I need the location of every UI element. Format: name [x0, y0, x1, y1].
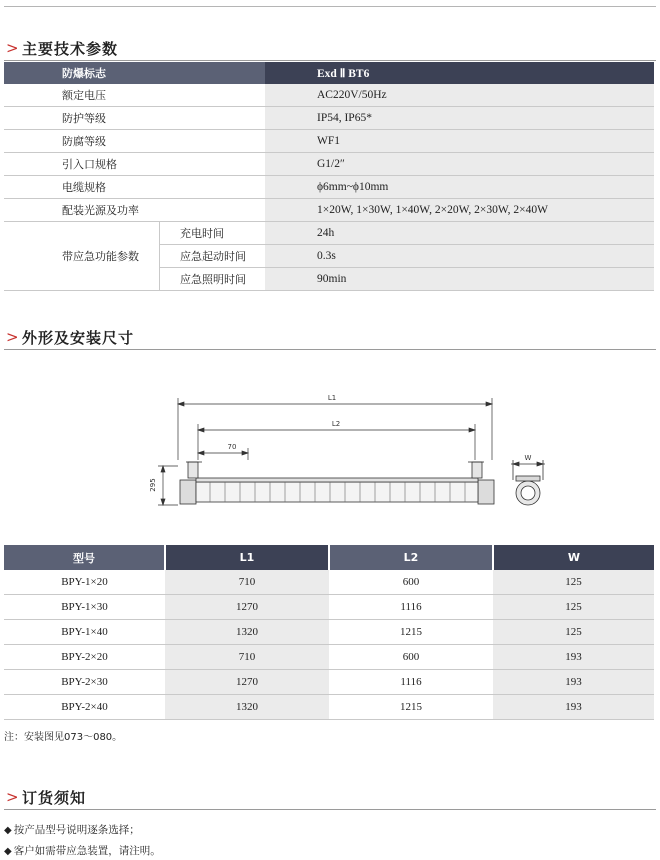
- cell-l2: 1116: [329, 595, 493, 620]
- fixture-body: [180, 462, 494, 504]
- explosion-mark-value: Exd Ⅱ BT6: [265, 62, 654, 84]
- params-header-row: [4, 62, 654, 84]
- params-section-header: [4, 38, 656, 61]
- cell-l2: 1116: [329, 670, 493, 695]
- cell-model: BPY-2×30: [4, 670, 165, 695]
- param-value: ϕ6mm~ϕ10mm: [265, 176, 654, 199]
- diamond-bullet-icon: ◆: [4, 846, 12, 857]
- label-295: 295: [149, 478, 157, 492]
- label-w: W: [524, 454, 532, 462]
- emergency-sub-label: 充电时间: [160, 222, 266, 245]
- cell-l1: 710: [165, 645, 329, 670]
- cell-l2: 600: [329, 570, 493, 595]
- order-item: [4, 822, 140, 837]
- chevron-right-icon: >: [6, 39, 19, 57]
- param-value: G1/2″: [265, 153, 654, 176]
- emergency-sub-label: 应急起动时间: [160, 245, 266, 268]
- table-row: [4, 620, 654, 645]
- emergency-group-label: 带应急功能参数: [4, 222, 160, 291]
- table-row: [4, 570, 654, 595]
- cell-w: 193: [493, 695, 654, 720]
- param-value: WF1: [265, 130, 654, 153]
- table-row: [4, 645, 654, 670]
- cell-model: BPY-1×20: [4, 570, 165, 595]
- cell-model: BPY-1×30: [4, 595, 165, 620]
- param-label: 电缆规格: [4, 176, 265, 199]
- params-row: [4, 176, 654, 199]
- cell-l1: 1270: [165, 595, 329, 620]
- cell-model: BPY-2×20: [4, 645, 165, 670]
- explosion-mark-label: 防爆标志: [4, 62, 265, 84]
- fixture-outline-drawing: [0, 380, 660, 520]
- col-header-model: 型号: [4, 545, 165, 570]
- label-70: 70: [227, 443, 237, 451]
- chevron-right-icon: >: [6, 788, 19, 806]
- top-divider: [4, 6, 656, 7]
- emergency-sub-label: 应急照明时间: [160, 268, 266, 291]
- col-header-w: W: [493, 545, 654, 570]
- params-row: [4, 130, 654, 153]
- order-section-header: [4, 787, 656, 810]
- order-section-title: 订货须知: [22, 789, 87, 807]
- cell-w: 193: [493, 645, 654, 670]
- technical-params-table: [4, 62, 654, 291]
- params-row: [4, 84, 654, 107]
- emergency-sub-value: 24h: [265, 222, 654, 245]
- cell-model: BPY-1×40: [4, 620, 165, 645]
- installation-note: 注：安装图见073～080。: [4, 732, 123, 743]
- cell-w: 125: [493, 570, 654, 595]
- col-header-l1: L1: [165, 545, 329, 570]
- params-section-title: 主要技术参数: [22, 40, 119, 58]
- table-row: [4, 670, 654, 695]
- order-item-text: 客户如需带应急装置，请注明。: [13, 845, 161, 857]
- param-value: 1×20W, 1×30W, 1×40W, 2×20W, 2×30W, 2×40W: [265, 199, 654, 222]
- param-label: 额定电压: [4, 84, 265, 107]
- param-label: 引入口规格: [4, 153, 265, 176]
- dimensions-table: [4, 545, 654, 720]
- table-row: [4, 695, 654, 720]
- cell-l1: 1320: [165, 620, 329, 645]
- order-item-text: 按产品型号说明逐条选择；: [13, 824, 140, 836]
- dims-section-header: [4, 327, 656, 350]
- param-label: 配装光源及功率: [4, 199, 265, 222]
- cell-l1: 710: [165, 570, 329, 595]
- params-row: [4, 107, 654, 130]
- diamond-bullet-icon: ◆: [4, 825, 12, 836]
- cell-w: 193: [493, 670, 654, 695]
- cell-l1: 1320: [165, 695, 329, 720]
- param-value: IP54, IP65*: [265, 107, 654, 130]
- order-item: [4, 843, 161, 858]
- dims-header-row: [4, 545, 654, 570]
- param-label: 防腐等级: [4, 130, 265, 153]
- param-value: AC220V/50Hz: [265, 84, 654, 107]
- emergency-sub-value: 90min: [265, 268, 654, 291]
- cell-l2: 1215: [329, 620, 493, 645]
- cell-w: 125: [493, 620, 654, 645]
- emergency-sub-value: 0.3s: [265, 245, 654, 268]
- cell-l2: 600: [329, 645, 493, 670]
- dims-section-title: 外形及安装尺寸: [22, 329, 135, 347]
- params-row: [4, 153, 654, 176]
- cell-w: 125: [493, 595, 654, 620]
- col-header-l2: L2: [329, 545, 493, 570]
- fixture-side-view: [511, 460, 545, 505]
- label-l1: L1: [327, 394, 337, 402]
- table-row: [4, 595, 654, 620]
- chevron-right-icon: >: [6, 328, 19, 346]
- params-row: [4, 222, 654, 245]
- cell-l2: 1215: [329, 695, 493, 720]
- param-label: 防护等级: [4, 107, 265, 130]
- label-l2: L2: [331, 420, 341, 428]
- params-row: [4, 199, 654, 222]
- cell-model: BPY-2×40: [4, 695, 165, 720]
- cell-l1: 1270: [165, 670, 329, 695]
